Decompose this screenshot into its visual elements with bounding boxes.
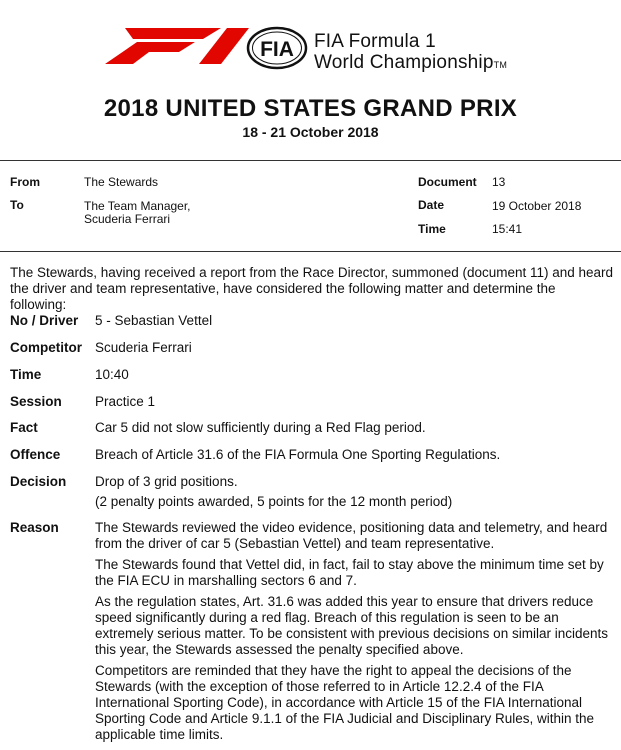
session-value: Practice 1 xyxy=(95,394,156,409)
competitor-value: Scuderia Ferrari xyxy=(95,340,192,355)
f1-logo xyxy=(103,26,251,66)
document-header xyxy=(0,0,621,90)
event-dates: 18 - 21 October 2018 xyxy=(242,124,379,140)
trademark: TM xyxy=(493,60,508,70)
reason-paragraph: Competitors are reminded that they have the right to appeal the decisions of the Stewards (with the exception of those referred to in Article 12.2.4 of the FIA International Sporting Code), in accordance with Article 15 of the FIA International Sporting Code and Article 9.1.1 of the FIA Judicial and Disciplinary Rules, within the applicable time limits. xyxy=(95,663,595,742)
reason-value xyxy=(95,520,615,748)
incident-time-value: 10:40 xyxy=(95,367,129,382)
document-label: Document xyxy=(418,175,477,189)
championship-line-1: FIA Formula 1 xyxy=(314,31,436,52)
session-label: Session xyxy=(10,394,62,409)
reason-label: Reason xyxy=(10,520,59,535)
divider-bottom xyxy=(0,251,621,252)
to-value-line-1: The Team Manager, xyxy=(84,199,191,213)
divider-top xyxy=(0,160,621,161)
decision-label: Decision xyxy=(10,474,67,489)
event-title: 2018 UNITED STATES GRAND PRIX xyxy=(103,95,518,122)
driver-label: No / Driver xyxy=(10,313,79,328)
driver-value: 5 - Sebastian Vettel xyxy=(95,313,213,328)
svg-text:FIA: FIA xyxy=(260,38,294,61)
fact-value: Car 5 did not slow sufficiently during a Red Flag period. xyxy=(95,420,426,435)
decision-line-2: (2 penalty points awarded, 5 points for the 12 month period) xyxy=(95,494,453,509)
offence-label: Offence xyxy=(10,447,61,462)
reason-paragraph: The Stewards reviewed the video evidence, positioning data and telemetry, and heard from the driver of car 5 (Sebastian Vettel) and team representative. xyxy=(95,520,608,551)
to-value xyxy=(84,200,191,226)
decision-line-1: Drop of 3 grid positions. xyxy=(95,474,238,489)
document-value: 13 xyxy=(492,175,506,189)
fact-label: Fact xyxy=(10,420,38,435)
from-label: From xyxy=(10,175,40,189)
intro-paragraph: The Stewards, having received a report from the Race Director, summoned (document 11) and heard the driver and team representative, have considered the following matter and determine the following: xyxy=(10,265,614,312)
time-value: 15:41 xyxy=(492,222,523,236)
date-value: 19 October 2018 xyxy=(492,199,582,213)
from-value: The Stewards xyxy=(84,175,159,189)
competitor-label: Competitor xyxy=(10,340,82,355)
to-label: To xyxy=(10,198,24,212)
championship-title xyxy=(314,31,507,76)
reason-paragraph: As the regulation states, Art. 31.6 was added this year to ensure that drivers reduce speed significantly during a red flag. Breach of this regulation is seen to be an extremely serious matter. To be consistent with previous decisions on similar incidents this year, the Stewards assessed the penalty specified above. xyxy=(95,594,608,657)
championship-line-2: World ChampionshipTM xyxy=(314,52,508,73)
date-label: Date xyxy=(418,198,445,212)
offence-value: Breach of Article 31.6 of the FIA Formula One Sporting Regulations. xyxy=(95,447,501,462)
reason-paragraph: The Stewards found that Vettel did, in fact, fail to stay above the minimum time set by the FIA ECU in marshalling sectors 6 and 7. xyxy=(95,557,604,588)
incident-time-label: Time xyxy=(10,367,42,382)
to-value-line-2: Scuderia Ferrari xyxy=(84,212,171,226)
fia-badge-icon xyxy=(246,26,308,70)
decision-value xyxy=(95,474,615,510)
time-label: Time xyxy=(418,222,446,236)
